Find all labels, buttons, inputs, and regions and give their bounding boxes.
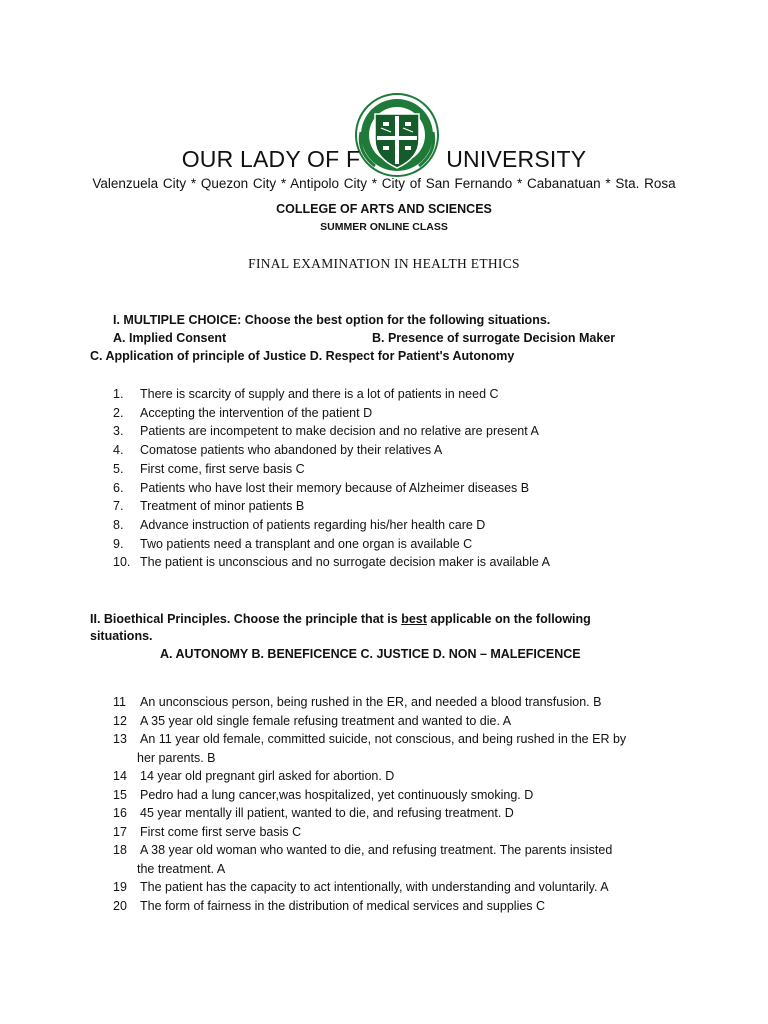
item-number: 13 bbox=[113, 732, 127, 746]
list-item bbox=[113, 714, 511, 728]
section2-instruction-post: applicable on the following bbox=[426, 612, 591, 626]
list-item bbox=[113, 387, 499, 401]
list-item bbox=[113, 769, 394, 783]
section2-options: A. AUTONOMY B. BENEFICENCE C. JUSTICE D. NON – MALEFICENCE bbox=[160, 647, 581, 661]
item-text: The patient is unconscious and no surrogate decision maker is available A bbox=[140, 555, 550, 570]
item-number: 1. bbox=[113, 387, 124, 401]
item-number: 10. bbox=[113, 555, 131, 570]
section2-instruction-pre: II. Bioethical Principles. Choose the principle that is bbox=[90, 612, 402, 626]
item-text: First come first serve basis C bbox=[140, 824, 302, 839]
item-number: 6. bbox=[113, 480, 124, 495]
list-item bbox=[113, 825, 301, 839]
list-item bbox=[113, 499, 304, 513]
item-text: Two patients need a transplant and one organ is available C bbox=[140, 536, 473, 551]
item-text-continued: the treatment. A bbox=[137, 861, 226, 876]
list-item bbox=[113, 880, 609, 894]
item-text: Advance instruction of patients regarding his/her health care D bbox=[140, 517, 486, 532]
list-item bbox=[113, 899, 545, 913]
item-number: 17 bbox=[113, 824, 127, 839]
item-number: 20 bbox=[113, 898, 127, 913]
section1-option-a: A. Implied Consent bbox=[113, 331, 227, 345]
item-number: 8. bbox=[113, 517, 124, 532]
list-item bbox=[113, 537, 472, 551]
list-item bbox=[113, 732, 626, 746]
item-number: 12 bbox=[113, 713, 127, 728]
item-number: 18 bbox=[113, 843, 127, 857]
item-number: 4. bbox=[113, 443, 124, 458]
item-text: 14 year old pregnant girl asked for abortion. D bbox=[140, 769, 395, 783]
section1-option-b: B. Presence of surrogate Decision Maker bbox=[372, 331, 616, 345]
seal-year-text: 1967 bbox=[390, 100, 404, 106]
item-text: The form of fairness in the distribution of medical services and supplies C bbox=[140, 898, 546, 913]
item-text: A 38 year old woman who wanted to die, and refusing treatment. The parents insisted bbox=[140, 843, 613, 857]
list-item bbox=[113, 406, 372, 420]
item-number: 19 bbox=[113, 880, 127, 894]
item-text: An 11 year old female, committed suicide, not conscious, and being rushed in the ER by bbox=[140, 732, 627, 746]
item-text: Comatose patients who abandoned by their relatives A bbox=[140, 443, 443, 458]
item-text: A 35 year old single female refusing treatment and wanted to die. A bbox=[140, 713, 512, 728]
list-item bbox=[113, 462, 305, 476]
item-number: 7. bbox=[113, 499, 124, 514]
item-text: Accepting the intervention of the patient D bbox=[140, 405, 373, 420]
list-item bbox=[113, 481, 529, 495]
college-name: COLLEGE OF ARTS AND SCIENCES bbox=[276, 202, 492, 216]
list-item bbox=[113, 518, 485, 532]
item-text: Patients are incompetent to make decision and no relative are present A bbox=[140, 424, 539, 439]
item-text: The patient has the capacity to act intentionally, with understanding and voluntarily. A bbox=[140, 880, 609, 894]
item-text: Pedro had a lung cancer,was hospitalized, yet continuously smoking. D bbox=[140, 787, 534, 802]
item-number: 14 bbox=[113, 769, 127, 783]
item-number: 3. bbox=[113, 424, 124, 439]
list-item bbox=[113, 843, 612, 857]
list-item bbox=[113, 788, 533, 802]
university-name bbox=[0, 146, 768, 173]
list-item bbox=[113, 555, 550, 569]
item-number: 15 bbox=[113, 787, 127, 802]
section2-instruction-line2: situations. bbox=[90, 629, 153, 643]
item-number: 16 bbox=[113, 806, 127, 820]
exam-title: FINAL EXAMINATION IN HEALTH ETHICS bbox=[248, 256, 520, 271]
list-item bbox=[113, 695, 601, 709]
list-item bbox=[113, 424, 539, 438]
university-name-left: OUR LADY OF F bbox=[181, 146, 361, 172]
item-text: 45 year mentally ill patient, wanted to die, and refusing treatment. D bbox=[140, 806, 514, 820]
item-text: Patients who have lost their memory because of Alzheimer diseases B bbox=[140, 480, 530, 495]
item-number: 9. bbox=[113, 536, 124, 551]
item-number: 11 bbox=[113, 695, 126, 709]
university-name-right: UNIVERSITY bbox=[446, 146, 587, 172]
class-type: SUMMER ONLINE CLASS bbox=[320, 221, 448, 233]
section1-instruction: I. MULTIPLE CHOICE: Choose the best option for the following situations. bbox=[113, 313, 551, 327]
item-text: Treatment of minor patients B bbox=[140, 499, 305, 514]
item-text: There is scarcity of supply and there is a lot of patients in need C bbox=[140, 387, 499, 401]
item-number: 5. bbox=[113, 461, 124, 476]
section2-instruction-emphasis: best bbox=[401, 612, 427, 626]
item-text-continued: her parents. B bbox=[137, 750, 216, 765]
campus-list: Valenzuela City * Quezon City * Antipolo City * City of San Fernando * Cabanatuan * Sta. Rosa bbox=[92, 176, 676, 191]
item-text: First come, first serve basis C bbox=[140, 461, 305, 476]
item-text: An unconscious person, being rushed in the ER, and needed a blood transfusion. B bbox=[140, 695, 602, 709]
section2-instruction bbox=[90, 612, 591, 626]
list-item bbox=[113, 443, 442, 457]
section1-options-c-d: C. Application of principle of Justice D. Respect for Patient's Autonomy bbox=[90, 349, 515, 363]
list-item bbox=[113, 806, 514, 820]
item-number: 2. bbox=[113, 405, 124, 420]
